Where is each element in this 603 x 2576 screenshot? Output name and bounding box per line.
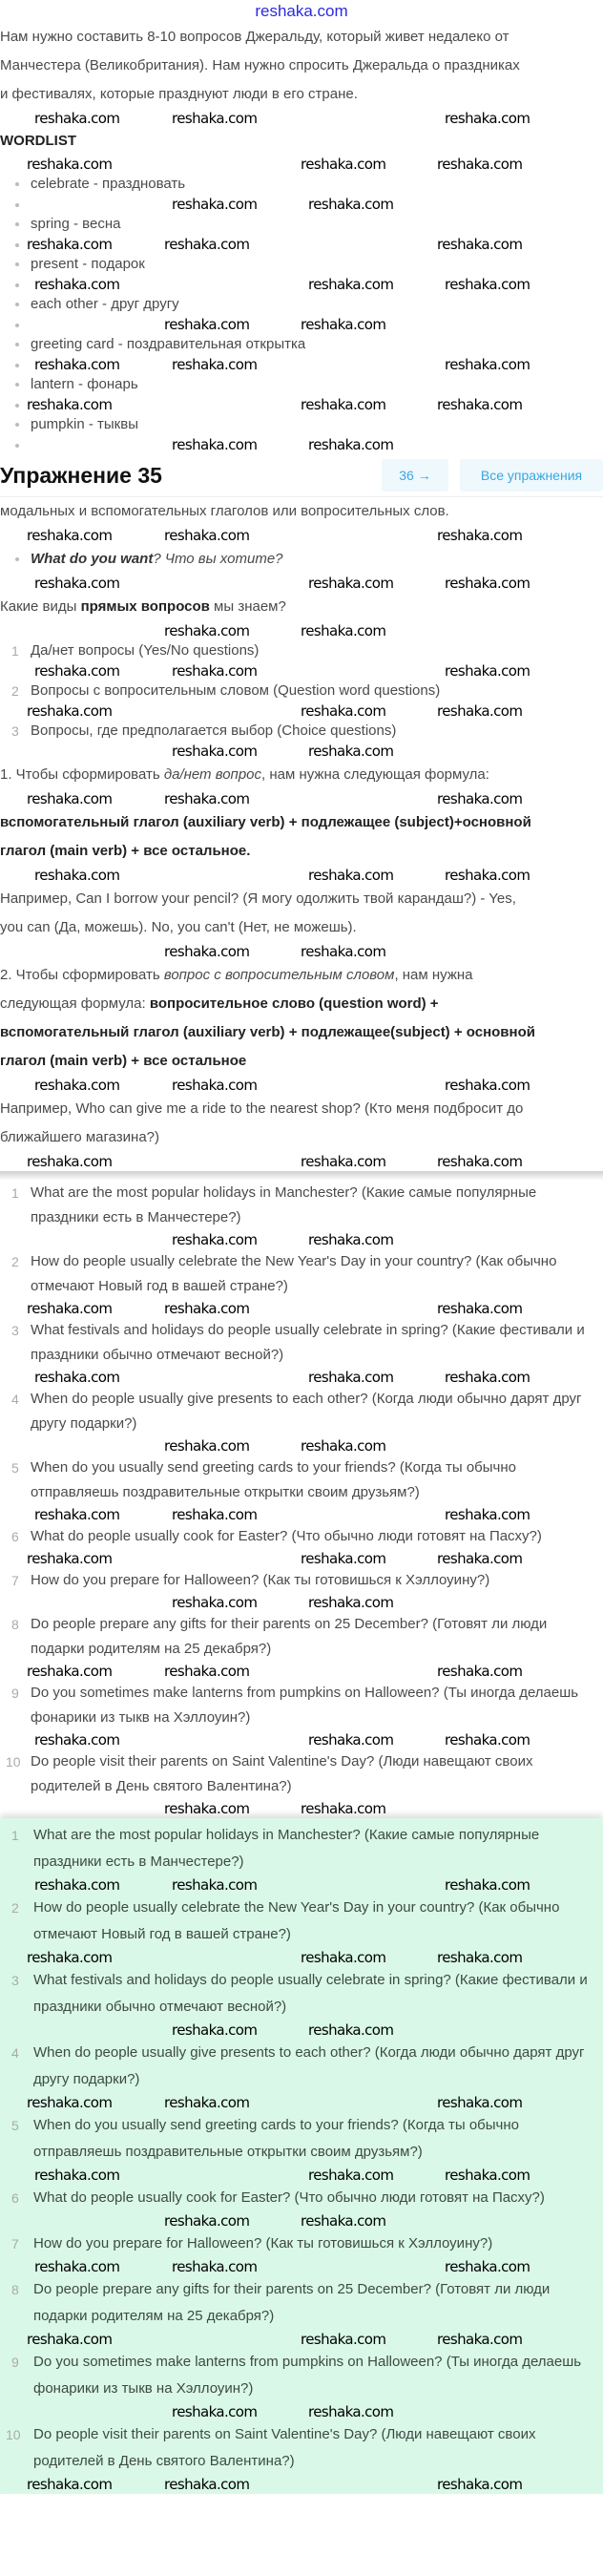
watermark: reshaka.com — [172, 356, 258, 373]
question-item — [0, 1967, 603, 2021]
intro-line: Нам нужно составить 8-10 вопросов Джеральду, который живет недалеко от — [0, 29, 509, 45]
watermark: reshaka.com — [34, 1077, 120, 1094]
item-text: Вопросы, где предполагается выбор (Choice questions) — [31, 723, 397, 739]
watermark: reshaka.com — [164, 943, 250, 960]
wordlist-item: greeting card - поздравительная открытка — [0, 334, 603, 355]
questions-list — [0, 1181, 603, 1818]
example-1: you can (Да, можешь). No, you can't (Нет, не можешь). — [0, 919, 357, 935]
divider — [0, 1171, 603, 1181]
watermark: reshaka.com — [34, 356, 120, 373]
watermark: reshaka.com — [445, 110, 530, 127]
watermark: reshaka.com — [308, 1231, 394, 1248]
watermark: reshaka.com — [437, 1550, 523, 1567]
questions — [0, 1181, 603, 1818]
watermark: reshaka.com — [27, 702, 113, 720]
watermark: reshaka.com — [308, 2021, 394, 2039]
text: 1. Чтобы сформировать — [0, 766, 164, 783]
watermark: reshaka.com — [437, 527, 523, 544]
wordlist-title: WORDLIST — [0, 133, 76, 149]
watermark: reshaka.com — [164, 2212, 250, 2230]
watermark: reshaka.com — [34, 662, 120, 680]
watermark: reshaka.com — [308, 436, 394, 453]
watermark: reshaka.com — [172, 1594, 258, 1611]
watermark: reshaka.com — [34, 110, 120, 127]
watermark-row — [0, 574, 603, 593]
item-text: What do people usually cook for Easter? (Что обычно люди готовят на Пасху?) — [31, 1528, 542, 1544]
watermark: reshaka.com — [34, 867, 120, 884]
item-text: What are the most popular holidays in Manchester? (Какие самые популярные праздники есть в Манчестере?) — [33, 1827, 540, 1870]
item-text: Вопросы с вопросительным словом (Question word questions) — [31, 682, 441, 699]
watermark: reshaka.com — [172, 1231, 258, 1248]
watermark: reshaka.com — [301, 1949, 386, 1966]
watermark: reshaka.com — [301, 396, 386, 413]
question-item — [0, 1895, 603, 1948]
watermark: reshaka.com — [437, 2331, 523, 2348]
watermark: reshaka.com — [437, 1949, 523, 1966]
watermark-row — [0, 2166, 603, 2185]
watermark: reshaka.com — [27, 1300, 113, 1317]
watermark: reshaka.com — [301, 702, 386, 720]
example-ru: ? Что вы хотите? — [153, 551, 283, 567]
watermark-row — [0, 1948, 603, 1967]
watermark-row — [0, 1593, 603, 1612]
watermark: reshaka.com — [301, 943, 386, 960]
question-item — [0, 1387, 603, 1436]
watermark: reshaka.com — [27, 2476, 113, 2493]
question-item — [0, 1249, 603, 1299]
watermark: reshaka.com — [172, 743, 258, 760]
watermark: reshaka.com — [437, 396, 523, 413]
intro-line: и фестивалях, которые празднуют люди в его стране. — [0, 86, 358, 102]
watermark-row — [0, 1436, 603, 1456]
watermark: reshaka.com — [445, 1506, 530, 1523]
exercise-title: Упражнение 35 — [0, 462, 162, 488]
watermark: reshaka.com — [172, 2403, 258, 2420]
watermark: reshaka.com — [437, 236, 523, 253]
item-text: What festivals and holidays do people usually celebrate in spring? (Какие фестивали и праздники обычно отмечают весной?) — [33, 1972, 588, 2015]
watermark-row — [0, 355, 603, 374]
item-text: Do people visit their parents on Saint Valentine's Day? (Люди навещают своих родителей в День святого Валентина?) — [31, 1753, 533, 1794]
answer-panel — [0, 1818, 603, 2494]
watermark: reshaka.com — [437, 1300, 523, 1317]
kinds-question — [0, 593, 603, 621]
watermark: reshaka.com — [34, 1731, 120, 1749]
watermark: reshaka.com — [437, 790, 523, 807]
watermark-row — [0, 2475, 603, 2494]
watermark: reshaka.com — [172, 2258, 258, 2275]
item-text: Do you sometimes make lanterns from pumpkins on Halloween? (Ты иногда делаешь фонарики из тыкв на Хэллоуин?) — [33, 2354, 582, 2397]
watermark-row — [0, 2402, 603, 2421]
question-item — [0, 1568, 603, 1593]
watermark: reshaka.com — [27, 2331, 113, 2348]
question-item — [0, 2349, 603, 2402]
watermark-row — [0, 235, 603, 254]
watermark: reshaka.com — [301, 1800, 386, 1817]
item-text: Do people prepare any gifts for their parents on 25 December? (Готовят ли люди подарки родителям на 25 декабря?) — [31, 1616, 548, 1657]
watermark: reshaka.com — [445, 1077, 530, 1094]
question-item — [0, 2040, 603, 2093]
wordlist-item: spring - весна — [0, 214, 603, 235]
watermark: reshaka.com — [445, 1876, 530, 1894]
intro-paragraph — [0, 23, 603, 109]
all-exercises-button[interactable]: Все упражнения — [460, 459, 603, 492]
formula-2: глагол (main verb) + все остальное — [0, 1053, 247, 1069]
item-text: When do you usually send greeting cards to your friends? (Когда ты обычно отправляешь поздравительные открытки своим друзьям?) — [31, 1459, 516, 1500]
question-item — [0, 2421, 603, 2475]
theory-line: модальных и вспомогательных глаголов или вопросительных слов. — [0, 503, 449, 519]
item-number: 10 — [6, 2427, 21, 2442]
watermark-row — [0, 789, 603, 808]
watermark-row — [0, 942, 603, 961]
watermark-row — [0, 155, 603, 174]
watermark: reshaka.com — [437, 1663, 523, 1680]
watermark: reshaka.com — [308, 196, 394, 213]
text-italic: да/нет вопрос — [163, 766, 262, 783]
watermark: reshaka.com — [164, 2094, 250, 2111]
item-number: 5 — [11, 2118, 19, 2133]
watermark: reshaka.com — [437, 702, 523, 720]
question-kinds-list — [0, 621, 603, 742]
watermark: reshaka.com — [27, 156, 113, 173]
item-text: What do people usually cook for Easter? (Что обычно люди готовят на Пасху?) — [33, 2189, 545, 2206]
watermark: reshaka.com — [437, 156, 523, 173]
formula-1-intro — [0, 761, 603, 789]
site-logo[interactable]: reshaka.com — [255, 2, 348, 20]
watermark: reshaka.com — [172, 2021, 258, 2039]
watermark: reshaka.com — [301, 316, 386, 333]
watermark-row — [0, 2330, 603, 2349]
formula-2-intro — [0, 961, 603, 990]
item-number: 8 — [11, 1617, 19, 1632]
watermark: reshaka.com — [172, 110, 258, 127]
watermark: reshaka.com — [34, 2258, 120, 2275]
watermark: reshaka.com — [172, 436, 258, 453]
watermark-row — [0, 661, 603, 681]
item-number: 6 — [11, 2190, 19, 2206]
watermark-row — [0, 1799, 603, 1818]
example-2: ближайшего магазина?) — [0, 1129, 160, 1145]
wordlist-item: present - подарок — [0, 254, 603, 275]
text-italic: вопрос с вопросительным словом — [163, 967, 395, 983]
watermark-row — [0, 1230, 603, 1249]
watermark: reshaka.com — [27, 1663, 113, 1680]
watermark-row — [0, 1076, 603, 1095]
item-text: Да/нет вопросы (Yes/No questions) — [31, 642, 260, 659]
item-text: Do you sometimes make lanterns from pumpkins on Halloween? (Ты иногда делаешь фонарики из тыкв на Хэллоуин?) — [31, 1685, 579, 1726]
watermark: reshaka.com — [301, 622, 386, 639]
watermark: reshaka.com — [301, 1153, 386, 1170]
question-item — [0, 1456, 603, 1505]
watermark-row — [0, 315, 603, 334]
watermark: reshaka.com — [34, 1876, 120, 1894]
watermark: reshaka.com — [445, 2258, 530, 2275]
item-text: How do you prepare for Halloween? (Как ты готовишься к Хэллоуину?) — [33, 2235, 493, 2251]
wordlist — [0, 174, 603, 454]
item-number: 2 — [11, 683, 19, 699]
item-text: Do people visit their parents on Saint Valentine's Day? (Люди навещают своих родителей в День святого Валентина?) — [33, 2426, 536, 2469]
watermark-row — [0, 1730, 603, 1749]
answers — [0, 1822, 603, 2494]
item-number: 10 — [6, 1754, 21, 1770]
watermark-row — [0, 2211, 603, 2230]
watermark: reshaka.com — [172, 196, 258, 213]
watermark: reshaka.com — [27, 2094, 113, 2111]
question-item — [0, 2185, 603, 2211]
item-text: What are the most popular holidays in Manchester? (Какие самые популярные праздники есть в Манчестере?) — [31, 1184, 537, 1225]
watermark-row — [0, 2021, 603, 2040]
watermark: reshaka.com — [308, 867, 394, 884]
question-item — [0, 1318, 603, 1368]
item-number: 1 — [11, 1185, 19, 1201]
watermark-row — [0, 1662, 603, 1681]
question-item — [0, 1822, 603, 1875]
watermark-row — [0, 195, 603, 214]
watermark: reshaka.com — [164, 1800, 250, 1817]
watermark: reshaka.com — [164, 1663, 250, 1680]
item-number: 2 — [11, 1254, 19, 1269]
watermark: reshaka.com — [445, 1731, 530, 1749]
text: , нам нужна следующая формула: — [261, 766, 489, 783]
watermark-row — [0, 526, 603, 545]
intro-line: Манчестера (Великобритания). Нам нужно спросить Джеральда о праздниках — [0, 57, 520, 73]
item-text: How do people usually celebrate the New Year's Day in your country? (Как обычно отмечают Новый год в вашей стране?) — [33, 1899, 560, 1942]
list-item — [0, 681, 603, 702]
watermark-row — [0, 1549, 603, 1568]
watermark: reshaka.com — [164, 1300, 250, 1317]
wordlist-item: lantern - фонарь — [0, 374, 603, 395]
watermark-row — [0, 2093, 603, 2112]
watermark: reshaka.com — [34, 575, 120, 592]
item-text: When do people usually give presents to each other? (Когда люди обычно дарят друг другу подарки?) — [31, 1391, 582, 1432]
watermark: reshaka.com — [34, 1369, 120, 1386]
watermark: reshaka.com — [301, 1437, 386, 1455]
watermark-row — [0, 742, 603, 761]
item-number: 3 — [11, 1973, 19, 1988]
item-text: How do people usually celebrate the New Year's Day in your country? (Как обычно отмечают Новый год в вашей стране?) — [31, 1253, 557, 1294]
watermark: reshaka.com — [308, 1369, 394, 1386]
watermark: reshaka.com — [308, 276, 394, 293]
watermark-row — [0, 621, 603, 640]
watermark: reshaka.com — [172, 1876, 258, 1894]
example-bullet — [0, 545, 603, 574]
watermark: reshaka.com — [445, 867, 530, 884]
watermark: reshaka.com — [445, 575, 530, 592]
text: мы знаем? — [209, 598, 286, 615]
text: 2. Чтобы сформировать — [0, 967, 164, 983]
watermark: reshaka.com — [27, 527, 113, 544]
watermark-row — [0, 109, 603, 128]
wordlist-item: celebrate - праздновать — [0, 174, 603, 195]
item-number: 3 — [11, 723, 19, 739]
question-item — [0, 1749, 603, 1799]
exercise-header — [0, 454, 603, 497]
item-text: What festivals and holidays do people usually celebrate in spring? (Какие фестивали и праздники обычно отмечают весной?) — [31, 1322, 585, 1363]
item-text: When do people usually give presents to each other? (Когда люди обычно дарят друг другу подарки?) — [33, 2044, 585, 2087]
list-item — [0, 721, 603, 742]
example-1: Например, Can I borrow your pencil? (Я могу одолжить твой карандаш?) - Yes, — [0, 890, 516, 907]
item-number: 4 — [11, 1392, 19, 1407]
item-number: 9 — [11, 2355, 19, 2370]
watermark: reshaka.com — [27, 790, 113, 807]
item-number: 6 — [11, 1529, 19, 1544]
item-number: 7 — [11, 2236, 19, 2251]
watermark-row — [0, 2257, 603, 2276]
watermark: reshaka.com — [164, 622, 250, 639]
watermark: reshaka.com — [27, 1153, 113, 1170]
watermark: reshaka.com — [308, 743, 394, 760]
example-2: Например, Who can give me a ride to the nearest shop? (Кто меня подбросит до — [0, 1100, 524, 1117]
watermark: reshaka.com — [27, 236, 113, 253]
watermark-row — [0, 702, 603, 721]
watermark: reshaka.com — [164, 1437, 250, 1455]
item-number: 7 — [11, 1573, 19, 1588]
watermark: reshaka.com — [301, 156, 386, 173]
watermark: reshaka.com — [301, 2212, 386, 2230]
watermark: reshaka.com — [164, 316, 250, 333]
watermark: reshaka.com — [445, 276, 530, 293]
watermark: reshaka.com — [34, 276, 120, 293]
watermark: reshaka.com — [164, 527, 250, 544]
example-en: What do you want — [31, 551, 154, 567]
watermark-row — [0, 1505, 603, 1524]
watermark: reshaka.com — [445, 662, 530, 680]
watermark: reshaka.com — [437, 2476, 523, 2493]
watermark: reshaka.com — [27, 1550, 113, 1567]
watermark: reshaka.com — [27, 396, 113, 413]
item-number: 4 — [11, 2045, 19, 2061]
watermark: reshaka.com — [164, 236, 250, 253]
item-number: 1 — [11, 643, 19, 659]
watermark: reshaka.com — [34, 1506, 120, 1523]
formula-1: глагол (main verb) + все остальное. — [0, 843, 251, 859]
watermark: reshaka.com — [308, 1594, 394, 1611]
item-number: 1 — [11, 1828, 19, 1843]
item-text: How do you prepare for Halloween? (Как ты готовишься к Хэллоуину?) — [31, 1572, 490, 1588]
item-number: 9 — [11, 1686, 19, 1701]
text: , нам нужна — [394, 967, 473, 983]
question-item — [0, 1612, 603, 1662]
text-bold: прямых вопросов — [80, 598, 210, 615]
text: следующая формула: — [0, 995, 150, 1012]
watermark: reshaka.com — [445, 2167, 530, 2184]
watermark-row — [0, 1152, 603, 1171]
watermark: reshaka.com — [437, 2094, 523, 2111]
watermark: reshaka.com — [27, 1949, 113, 1966]
item-text: Do people prepare any gifts for their parents on 25 December? (Готовят ли люди подарки родителям на 25 декабря?) — [33, 2281, 551, 2324]
wordlist-item: pumpkin - тыквы — [0, 414, 603, 435]
list-item — [0, 640, 603, 661]
next-exercise-button[interactable]: 36 → — [382, 459, 448, 492]
question-item — [0, 2276, 603, 2330]
item-number: 8 — [11, 2282, 19, 2297]
watermark: reshaka.com — [164, 790, 250, 807]
formula-2-line — [0, 990, 603, 1018]
formula-2: вопросительное слово (question word) + — [149, 995, 439, 1012]
watermark: reshaka.com — [308, 2403, 394, 2420]
watermark-row — [0, 1368, 603, 1387]
wordlist-item: each other - друг другу — [0, 294, 603, 315]
watermark: reshaka.com — [445, 1369, 530, 1386]
question-item — [0, 1181, 603, 1230]
question-item — [0, 2230, 603, 2257]
watermark: reshaka.com — [301, 2331, 386, 2348]
item-number: 3 — [11, 1323, 19, 1338]
watermark: reshaka.com — [437, 1153, 523, 1170]
text: Какие виды — [0, 598, 81, 615]
watermark-row — [0, 1875, 603, 1895]
watermark: reshaka.com — [172, 1506, 258, 1523]
watermark: reshaka.com — [308, 1731, 394, 1749]
item-number: 2 — [11, 1900, 19, 1916]
question-item — [0, 1524, 603, 1549]
watermark: reshaka.com — [172, 662, 258, 680]
watermark-row — [0, 395, 603, 414]
question-item — [0, 1681, 603, 1730]
item-number: 5 — [11, 1460, 19, 1476]
watermark: reshaka.com — [164, 2476, 250, 2493]
formula-1: вспомогательный глагол (auxiliary verb) + подлежащее (subject)+основной — [0, 814, 531, 830]
item-text: When do you usually send greeting cards to your friends? (Когда ты обычно отправляешь поздравительные открытки своим друзьям?) — [33, 2117, 519, 2160]
question-item — [0, 2112, 603, 2166]
watermark-row — [0, 275, 603, 294]
formula-2: вспомогательный глагол (auxiliary verb) + подлежащее(subject) + основной — [0, 1024, 535, 1040]
watermark: reshaka.com — [301, 1550, 386, 1567]
watermark: reshaka.com — [172, 1077, 258, 1094]
watermark: reshaka.com — [445, 356, 530, 373]
watermark-row — [0, 866, 603, 885]
watermark: reshaka.com — [34, 2167, 120, 2184]
watermark: reshaka.com — [308, 575, 394, 592]
theory-section — [0, 497, 603, 1171]
watermark-row — [0, 435, 603, 454]
watermark: reshaka.com — [308, 2167, 394, 2184]
watermark-row — [0, 1299, 603, 1318]
